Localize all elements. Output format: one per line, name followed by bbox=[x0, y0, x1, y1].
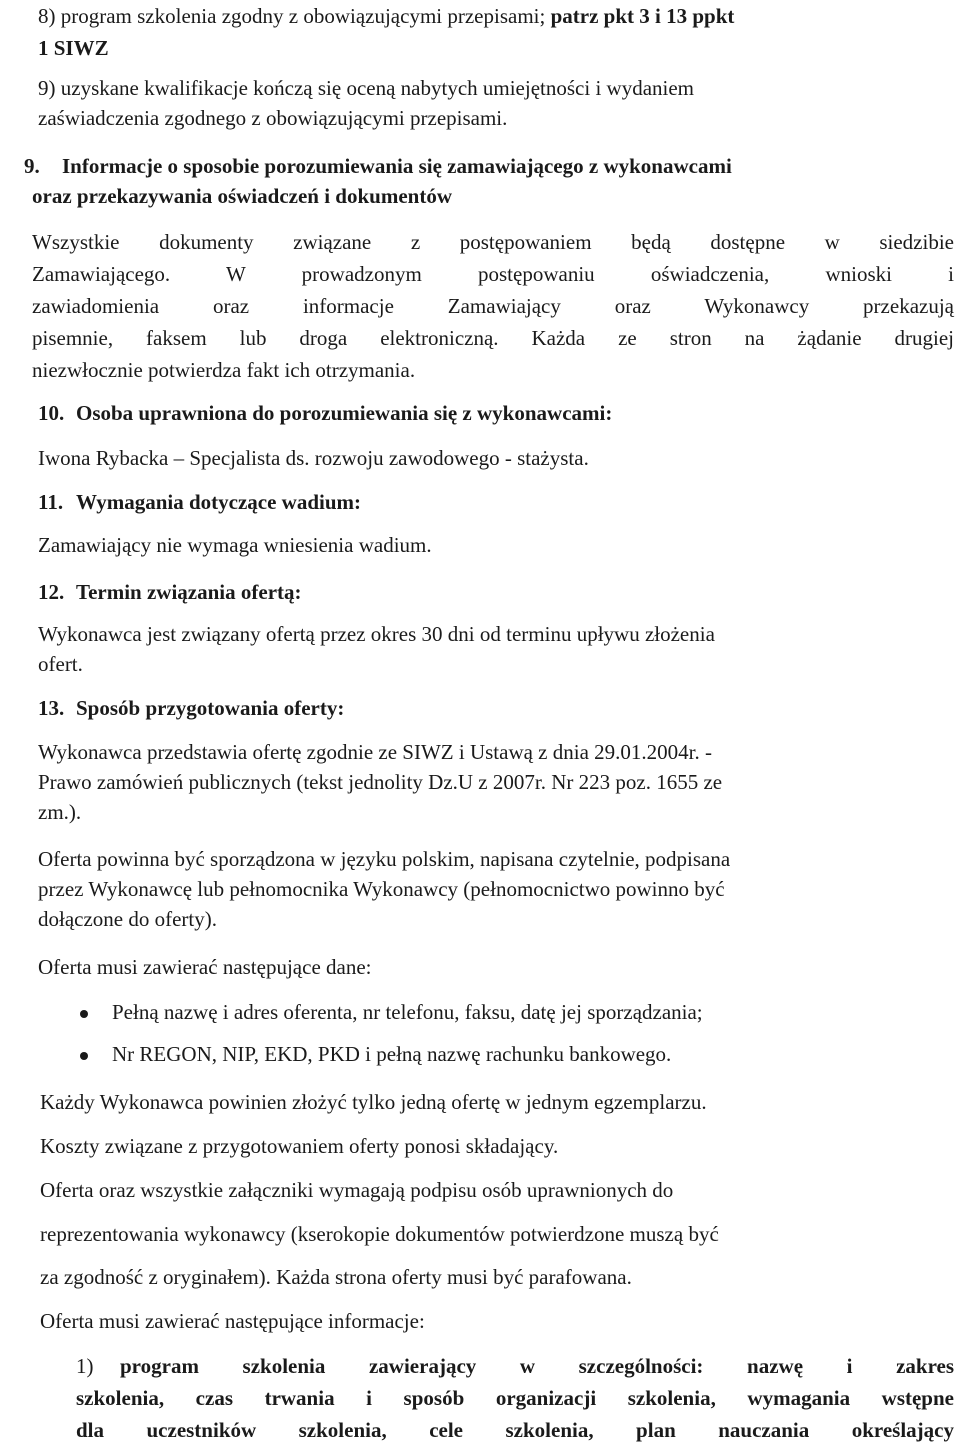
section-9-title-cont: oraz przekazywania oświadczeń i dokumentów bbox=[32, 184, 452, 208]
bullet-item: Nr REGON, NIP, EKD, PKD i pełną nazwę rachunku bankowego. bbox=[112, 1042, 672, 1066]
bullet-icon bbox=[80, 1052, 88, 1060]
section-11-title: Wymagania dotyczące wadium: bbox=[76, 490, 362, 514]
section-13-p4: Każdy Wykonawca powinien złożyć tylko jedną ofertę w jednym egzemplarzu. bbox=[40, 1090, 707, 1114]
list-item-8-cont: 1 SIWZ bbox=[38, 36, 109, 60]
section-13-title: Sposób przygotowania oferty: bbox=[76, 696, 345, 720]
section-13-list1-line: szkolenia, czas trwania i sposób organizacji szkolenia, wymagania wstępne bbox=[76, 1386, 954, 1410]
section-9-body-line: pisemnie, faksem lub droga elektroniczną. Każda ze stron na żądanie drugiej bbox=[32, 326, 954, 350]
section-9-body-line: Wszystkie dokumenty związane z postępowaniem będą dostępne w siedzibie bbox=[32, 230, 954, 254]
section-13-p6-line: reprezentowania wykonawcy (kserokopie dokumentów potwierdzone muszą być bbox=[40, 1222, 719, 1246]
section-13-p1-line: Prawo zamówień publicznych (tekst jednolity Dz.U z 2007r. Nr 223 poz. 1655 ze bbox=[38, 770, 723, 794]
section-13-p6-line: za zgodność z oryginałem). Każda strona oferty musi być parafowana. bbox=[40, 1265, 632, 1289]
section-11-number: 11. bbox=[38, 490, 64, 514]
list-item-9: 9) uzyskane kwalifikacje kończą się oceną nabytych umiejętności i wydaniem bbox=[38, 76, 695, 100]
section-13-p1-line: zm.). bbox=[38, 800, 82, 824]
section-13-p2-line: Oferta powinna być sporządzona w języku polskim, napisana czytelnie, podpisana bbox=[38, 847, 731, 871]
section-9-body-line: niezwłocznie potwierdza fakt ich otrzymania. bbox=[32, 358, 416, 382]
section-9-title: Informacje o sposobie porozumiewania się zamawiającego z wykonawcami bbox=[62, 154, 732, 178]
section-11-body: Zamawiający nie wymaga wniesienia wadium. bbox=[38, 533, 432, 557]
section-13-number: 13. bbox=[38, 696, 65, 720]
section-12-title: Termin związania ofertą: bbox=[76, 580, 302, 604]
section-12-body: Wykonawca jest związany ofertą przez okres 30 dni od terminu upływu złożenia bbox=[38, 622, 715, 646]
bullet-item: Pełną nazwę i adres oferenta, nr telefonu, faksu, datę jej sporządzania; bbox=[112, 1000, 703, 1024]
list-item-8-ref: patrz pkt 3 i 13 ppkt bbox=[550, 4, 735, 28]
section-13-p2-line: dołączone do oferty). bbox=[38, 907, 218, 931]
section-12-body-cont: ofert. bbox=[38, 652, 83, 676]
section-13-p3: Oferta musi zawierać następujące dane: bbox=[38, 955, 372, 979]
bullet-icon bbox=[80, 1010, 88, 1018]
section-13-p5: Koszty związane z przygotowaniem oferty ponosi składający. bbox=[40, 1134, 559, 1158]
list-item-9-cont: zaświadczenia zgodnego z obowiązującymi przepisami. bbox=[38, 106, 508, 130]
section-13-p6-line: Oferta oraz wszystkie załączniki wymagają podpisu osób uprawnionych do bbox=[40, 1178, 674, 1202]
section-9-number: 9. bbox=[24, 154, 40, 178]
section-13-p2-line: przez Wykonawcę lub pełnomocnika Wykonawcy (pełnomocnictwo powinno być bbox=[38, 877, 725, 901]
section-13-p1-line: Wykonawca przedstawia ofertę zgodnie ze SIWZ i Ustawą z dnia 29.01.2004r. - bbox=[38, 740, 712, 764]
section-10-number: 10. bbox=[38, 401, 65, 425]
section-10-body: Iwona Rybacka – Specjalista ds. rozwoju zawodowego - stażysta. bbox=[38, 446, 589, 470]
section-12-number: 12. bbox=[38, 580, 65, 604]
section-13-list1-line: program szkolenia zawierający w szczególności: nazwę i zakres bbox=[120, 1354, 954, 1378]
section-13-list1-number: 1) bbox=[76, 1354, 94, 1378]
section-13-p7: Oferta musi zawierać następujące informacje: bbox=[40, 1309, 425, 1333]
section-10-title: Osoba uprawniona do porozumiewania się z wykonawcami: bbox=[76, 401, 613, 425]
section-9-body-line: zawiadomienia oraz informacje Zamawiający oraz Wykonawcy przekazują bbox=[32, 294, 954, 318]
list-item-8: 8) program szkolenia zgodny z obowiązującymi przepisami; patrz pkt 3 i 13 ppkt bbox=[38, 4, 735, 28]
section-9-body-line: Zamawiającego. W prowadzonym postępowaniu oświadczenia, wnioski i bbox=[32, 262, 954, 286]
section-13-list1-line: dla uczestników szkolenia, cele szkolenia, plan nauczania określający bbox=[76, 1418, 954, 1442]
